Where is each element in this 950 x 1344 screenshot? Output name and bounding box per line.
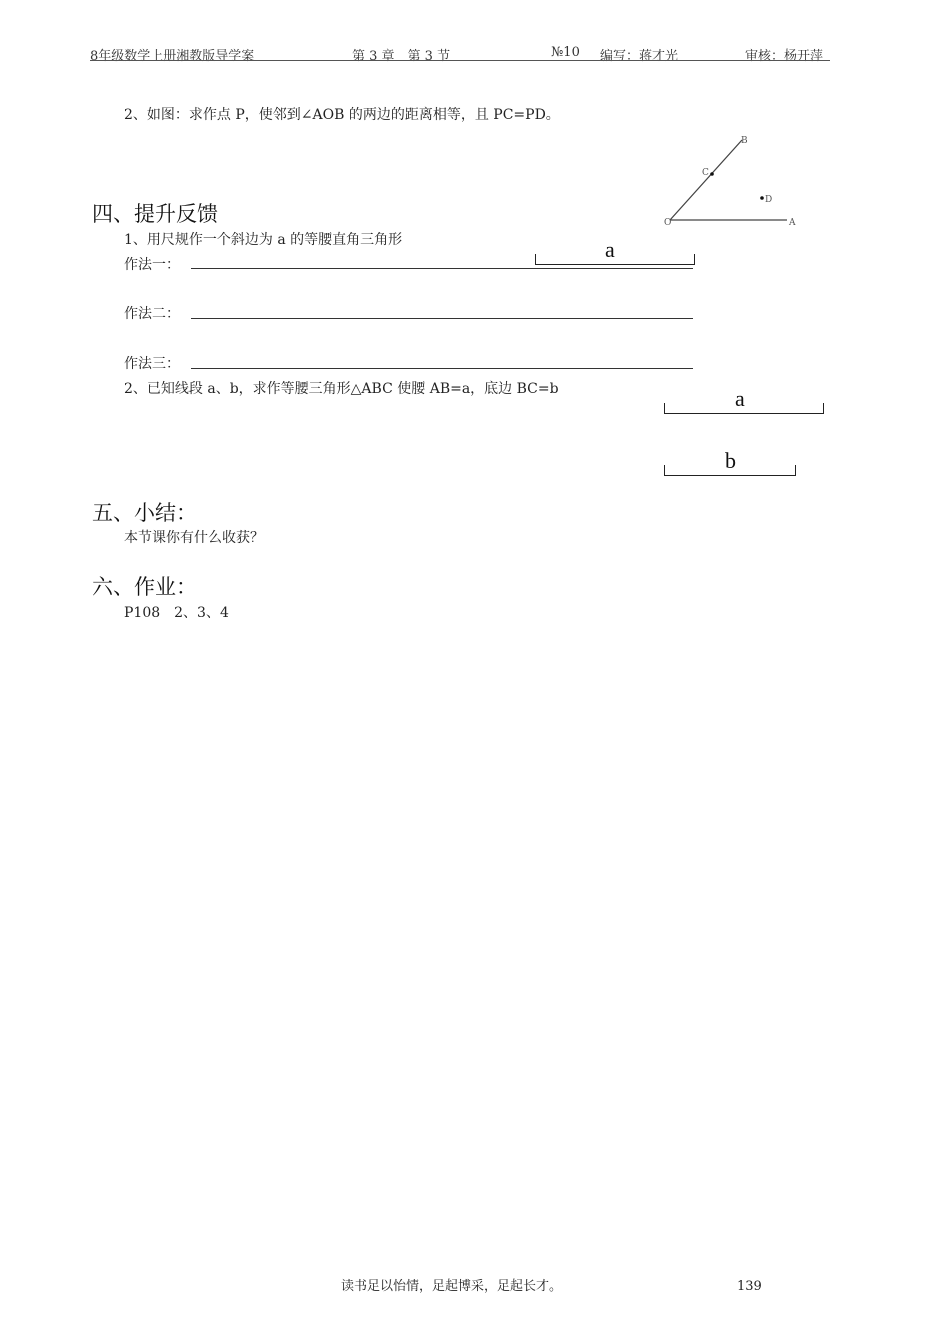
intro-problem-text: 2、如图：求作点 P，使邻到∠AOB 的两边的距离相等，且 PC=PD。 <box>124 107 560 123</box>
label-o: O <box>664 218 672 228</box>
header-rule <box>90 60 830 61</box>
section4-q1: 1、用尺规作一个斜边为 a 的等腰直角三角形 <box>124 232 403 248</box>
label-c: C <box>702 168 709 178</box>
section5-heading: 五、小结： <box>92 501 197 525</box>
section4-heading: 四、提升反馈 <box>92 202 218 226</box>
header-number: №10 <box>551 45 580 60</box>
section6-text: P108 2、3、4 <box>124 605 229 621</box>
method3-label: 作法三： <box>124 356 180 372</box>
angle-aob-figure <box>655 130 805 230</box>
segment-a-q2-label: a <box>735 386 745 411</box>
page-number: 139 <box>737 1279 762 1294</box>
section6-heading: 六、作业： <box>92 575 197 599</box>
point-c-dot <box>710 172 714 176</box>
segment-a-q1 <box>535 254 695 265</box>
method1-answer-line[interactable] <box>191 268 693 269</box>
header-reviewer: 审核：杨开萍 <box>745 49 824 64</box>
segment-b-q2-label: b <box>725 448 736 473</box>
method2-answer-line[interactable] <box>191 318 693 319</box>
header-author: 编写：蒋才光 <box>600 49 679 64</box>
method2-label: 作法二： <box>124 306 180 322</box>
label-a: A <box>789 218 796 228</box>
ray-ob <box>670 140 742 220</box>
header-title: 8年级数学上册湘教版导学案 <box>90 49 255 64</box>
segment-a-q1-label: a <box>605 237 615 262</box>
section4-q2: 2、已知线段 a、b，求作等腰三角形△ABC 使腰 AB=a，底边 BC=b <box>124 381 559 397</box>
method1-label: 作法一： <box>124 257 180 273</box>
label-d: D <box>765 195 773 205</box>
point-d-dot <box>760 196 764 200</box>
section5-text: 本节课你有什么收获？ <box>124 530 264 546</box>
label-b: B <box>741 136 748 146</box>
method3-answer-line[interactable] <box>191 368 693 369</box>
footer-motto: 读书足以怡情，足起博采，足起长才。 <box>341 1279 563 1294</box>
header-chapter: 第 3 章 第 3 节 <box>352 49 451 64</box>
